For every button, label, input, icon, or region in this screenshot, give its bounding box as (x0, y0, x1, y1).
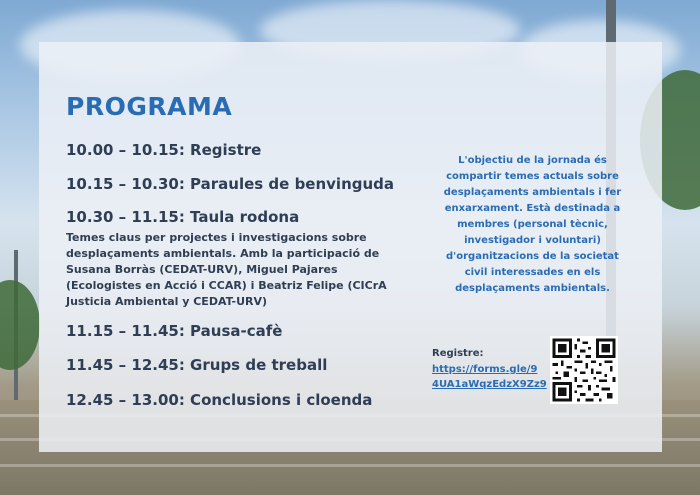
event-objective-text (430, 153, 635, 297)
objective-line: d'organitzacions de la societat (446, 251, 619, 262)
schedule-item-grups-treball: 11.45 – 12.45: Grups de treball (66, 356, 328, 374)
water-ripple (0, 464, 700, 467)
objective-line: compartir temes actuals sobre (446, 171, 619, 182)
schedule-item-conclusions: 12.45 – 13.00: Conclusions i cloenda (66, 391, 373, 409)
qr-code-graphic (550, 336, 618, 404)
objective-line: membres (personal tècnic, (457, 219, 608, 230)
program-title: PROGRAMA (66, 92, 233, 121)
objective-line: investigador i voluntari) (464, 235, 601, 246)
registration-link-line[interactable]: https://forms.gle/9 (432, 364, 538, 375)
registration-link-line[interactable]: 4UA1aWqzEdzX9Zz9 (432, 379, 547, 390)
description-line: (Ecologistes en Acció i CCAR) i Beatriz Felipe (CICrA (66, 279, 387, 292)
objective-line: L'objectiu de la jornada és (458, 155, 607, 166)
objective-line: desplaçaments ambientals. (455, 283, 610, 294)
objective-line: enxarxament. Està destinada a (444, 203, 621, 214)
objective-line: desplaçaments ambientals i fer (443, 187, 622, 198)
schedule-item-pausa-cafe: 11.15 – 11.45: Pausa-cafè (66, 322, 283, 340)
tree (0, 280, 40, 370)
objective-line: civil interessades en els (464, 267, 601, 278)
description-line: Susana Borràs (CEDAT-URV), Miguel Pajares (66, 263, 338, 276)
description-line: Justicia Ambiental y CEDAT-URV) (66, 295, 268, 308)
registration-label: Registre: (432, 348, 484, 359)
qr-code-icon[interactable] (550, 336, 618, 404)
schedule-item-taula-rodona: 10.30 – 11.15: Taula rodona (66, 208, 300, 226)
round-table-description (66, 230, 396, 310)
description-line: desplaçaments ambientals. Amb la participació de (66, 247, 380, 260)
schedule-item-benvinguda: 10.15 – 10.30: Paraules de benvinguda (66, 175, 395, 193)
schedule-item-registre: 10.00 – 10.15: Registre (66, 141, 262, 159)
registration-link[interactable] (432, 362, 547, 392)
description-line: Temes claus per projectes i investigacions sobre (66, 231, 367, 244)
